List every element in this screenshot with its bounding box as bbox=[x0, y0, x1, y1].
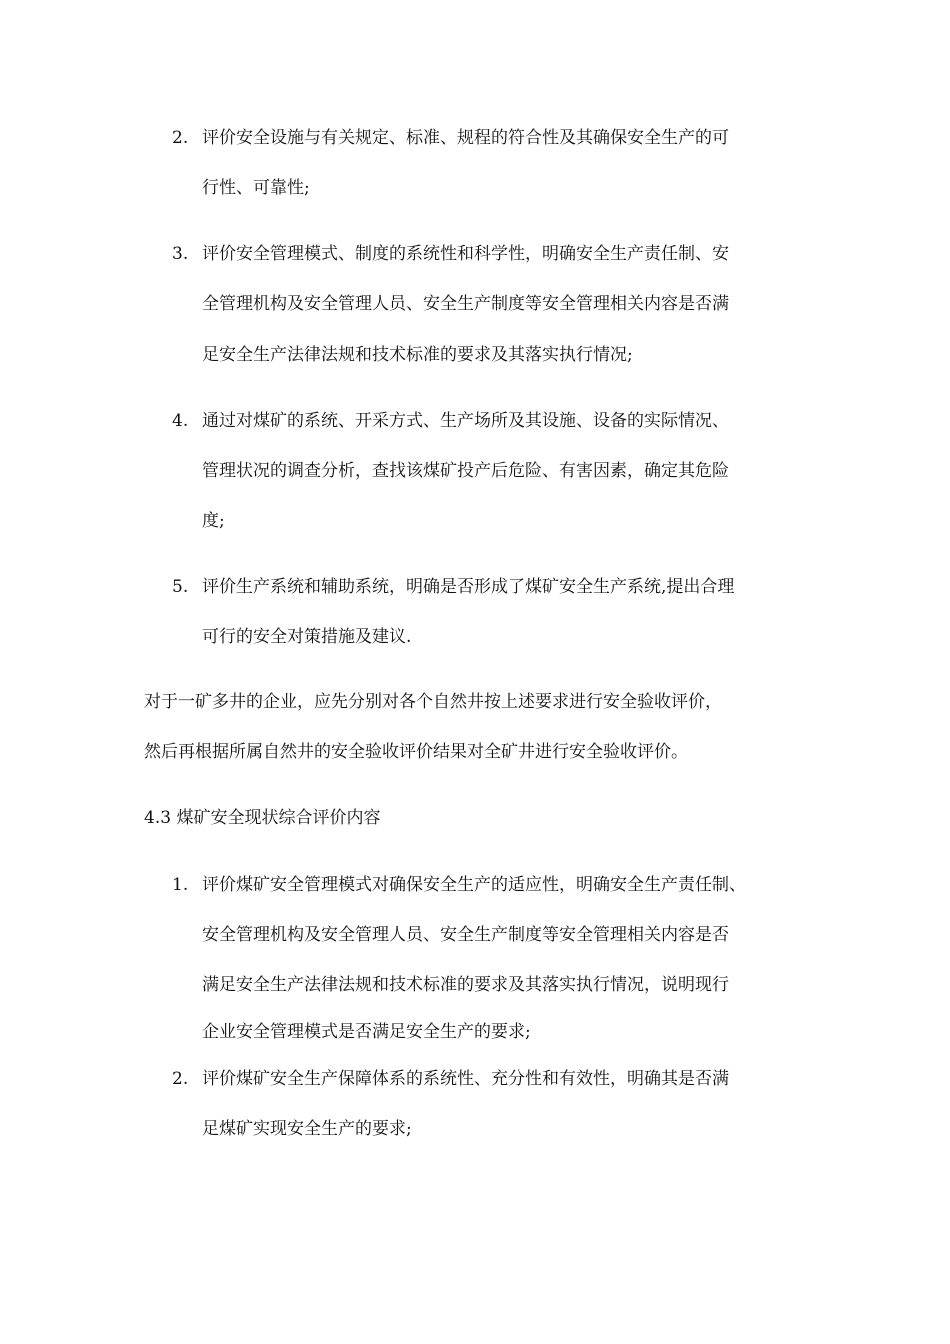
list-item-number: 3. bbox=[172, 244, 189, 264]
list-item-number: 2. bbox=[172, 1069, 189, 1089]
list-item-line: 行性、可靠性; bbox=[202, 178, 310, 198]
section-heading: 4.3 煤矿安全现状综合评价内容 bbox=[144, 808, 381, 828]
list-item-number: 2. bbox=[172, 128, 189, 148]
list-item-number: 4. bbox=[172, 411, 189, 431]
list-item-line: 足煤矿实现安全生产的要求; bbox=[202, 1119, 412, 1139]
list-item-line: 评价生产系统和辅助系统，明确是否形成了煤矿安全生产系统,提出合理 bbox=[202, 577, 735, 597]
list-item-line: 管理状况的调查分析，查找该煤矿投产后危险、有害因素，确定其危险 bbox=[202, 461, 729, 481]
list-item-line: 企业安全管理模式是否满足安全生产的要求; bbox=[202, 1022, 531, 1042]
list-item-line: 通过对煤矿的系统、开采方式、生产场所及其设施、设备的实际情况、 bbox=[202, 411, 729, 431]
list-item-line: 可行的安全对策措施及建议. bbox=[202, 627, 412, 647]
list-item-line: 足安全生产法律法规和技术标准的要求及其落实执行情况; bbox=[202, 345, 633, 365]
list-item-line: 度; bbox=[202, 511, 225, 531]
list-item-number: 1. bbox=[172, 875, 189, 895]
list-item-number: 5. bbox=[172, 577, 189, 597]
list-item-line: 评价煤矿安全管理模式对确保安全生产的适应性，明确安全生产责任制、 bbox=[202, 875, 746, 895]
list-item-line: 评价煤矿安全生产保障体系的系统性、充分性和有效性，明确其是否满 bbox=[202, 1069, 729, 1089]
list-item-line: 满足安全生产法律法规和技术标准的要求及其落实执行情况，说明现行 bbox=[202, 975, 729, 995]
list-item-line: 全管理机构及安全管理人员、安全生产制度等安全管理相关内容是否满 bbox=[202, 294, 729, 314]
list-item-line: 评价安全管理模式、制度的系统性和科学性，明确安全生产责任制、安 bbox=[202, 244, 729, 264]
list-item-line: 安全管理机构及安全管理人员、安全生产制度等安全管理相关内容是否 bbox=[202, 925, 729, 945]
paragraph-line: 对于一矿多井的企业，应先分别对各个自然井按上述要求进行安全验收评价， bbox=[144, 692, 722, 712]
paragraph-line: 然后再根据所属自然井的安全验收评价结果对全矿井进行安全验收评价。 bbox=[144, 742, 688, 762]
list-item-line: 评价安全设施与有关规定、标准、规程的符合性及其确保安全生产的可 bbox=[202, 128, 729, 148]
